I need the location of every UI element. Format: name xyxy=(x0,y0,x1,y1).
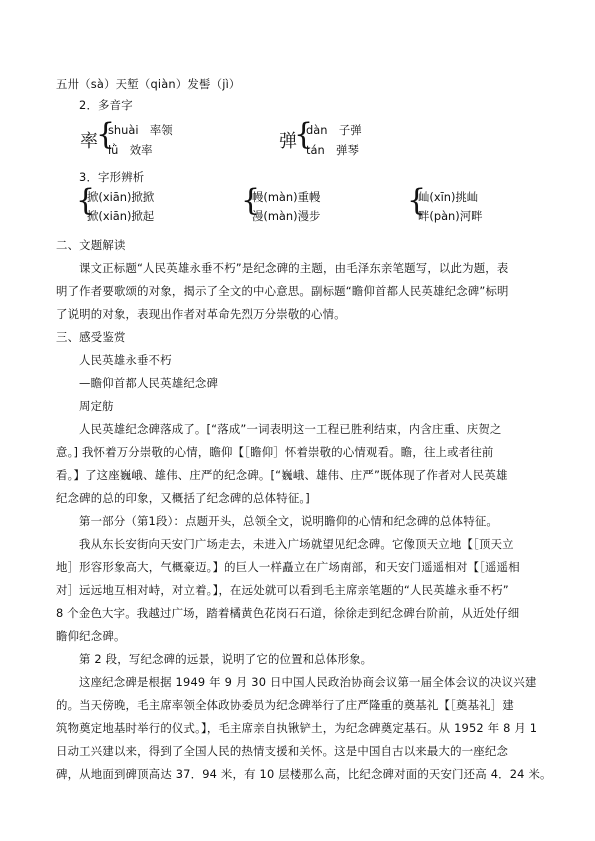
paragraph-line: 了说明的对象，表现出作者对革命先烈万分崇敬的心情。 xyxy=(56,307,346,321)
brace-icon: { xyxy=(294,117,314,152)
glyph-item-top: 幔(màn)重幔 xyxy=(252,190,321,204)
glyph-item-bottom: 掀(xiān)掀起 xyxy=(87,209,155,223)
paragraph-line: 我从东长安街向天安门广场走去，未进入广场就望见纪念碑。它像顶天立地【［顶天立 xyxy=(79,537,514,551)
paragraph-line: 看。】了这座巍峨、雄伟、庄严的纪念碑。[“巍峨、雄伟、庄严”既体现了作者对人民英雄 xyxy=(56,468,508,482)
polyphone-reading-bottom: tán 弹琴 xyxy=(306,143,359,157)
paragraph-line: 第 2 段，写纪念碑的远景，说明了它的位置和总体形象。 xyxy=(79,652,373,666)
polyphone-char: 率 xyxy=(80,131,98,152)
paragraph-line: 纪念碑的总的印象，又概括了纪念碑的总体特征。] xyxy=(56,491,310,505)
paragraph-line: 筑物奠定地基时举行的仪式。】，毛主席亲自执锹铲土，为纪念碑奠定基石。从 1952 年 8 月 1 xyxy=(56,721,538,735)
paragraph-line: 瞻仰纪念碑。 xyxy=(56,629,126,643)
paragraph-line: 对］远远地互相对峙，对立着。】，在远处就可以看到毛主席亲笔题的“人民英雄永垂不朽” xyxy=(56,583,509,597)
paragraph-line: 第一部分（第1段）：点题开头，总领全文，说明瞻仰的心情和纪念碑的总体特征。 xyxy=(79,514,499,528)
polyphone-char: 弹 xyxy=(279,131,297,152)
brace-icon: { xyxy=(96,117,116,152)
paragraph-line: 这座纪念碑是根据 1949 年 9 月 30 日中国人民政治协商会议第一届全体会议的决议兴建 xyxy=(79,675,537,689)
polyphone-reading-top: shuài 率领 xyxy=(108,123,173,137)
brace-icon: { xyxy=(241,183,261,218)
brace-icon: { xyxy=(76,183,96,218)
paragraph-line: 的。当天傍晚，毛主席率领全体政协委员为纪念碑举行了庄严隆重的奠基礼【［奠基礼］建 xyxy=(56,698,514,712)
pinyin-line: 五卅（sà）天堑（qiàn）发髻（jì） xyxy=(56,77,241,91)
paragraph-line: 日动工兴建以来，得到了全国人民的热情支援和关怀。这是中国自古以来最大的一座纪念 xyxy=(56,744,509,758)
paragraph-line: 明了作者要歌颂的对象，揭示了全文的中心意思。副标题“瞻仰首都人民英雄纪念碑”标明 xyxy=(56,284,509,298)
essay-title: 人民英雄永垂不朽 xyxy=(79,353,172,367)
paragraph-line: 课文正标题“人民英雄永垂不朽”是纪念碑的主题，由毛泽东亲笔题写，以此为题，表 xyxy=(79,261,509,275)
essay-subtitle: —瞻仰首都人民英雄纪念碑 xyxy=(79,376,219,390)
paragraph-line: 地］形容形象高大，气概豪迈。】的巨人一样矗立在广场南部，和天安门遥遥相对【［遥遥相 xyxy=(56,560,520,574)
polyphone-reading-bottom: lǜ 效率 xyxy=(108,143,153,157)
section-polyphone-heading: 2．多音字 xyxy=(79,98,133,112)
section-appreciation-heading: 三、感受鉴赏 xyxy=(56,330,126,344)
essay-author: 周定舫 xyxy=(79,399,114,413)
paragraph-line: 碑，从地面到碑顶高达 37．94 米，有 10 层楼那么高，比纪念碑对面的天安门还高 4．24 米。 xyxy=(56,767,552,781)
section-title-heading: 二、文题解读 xyxy=(56,238,126,252)
glyph-item-bottom: 漫(màn)漫步 xyxy=(252,209,321,223)
brace-icon: { xyxy=(407,183,427,218)
polyphone-reading-top: dàn 子弹 xyxy=(306,123,362,137)
paragraph-line: 8 个金色大字。我越过广场，踏着橘黄色花岗石石道，徐徐走到纪念碑台阶前，从近处仔细 xyxy=(56,606,520,620)
glyph-item-top: 掀(xiān)掀掀 xyxy=(87,190,155,204)
paragraph-line: 意。] 我怀着万分崇敬的心情，瞻仰【［瞻仰］怀着崇敬的心情观看。瞻，往上或者往前 xyxy=(56,445,494,459)
glyph-item-top: 屾(xīn)挑屾 xyxy=(418,190,479,204)
section-glyph-heading: 3．字形辨析 xyxy=(79,170,145,184)
glyph-item-bottom: 畔(pàn)河畔 xyxy=(418,209,483,223)
paragraph-line: 人民英雄纪念碑落成了。[“落成”一词表明这一工程已胜利结束，内含庄重、庆贺之 xyxy=(79,422,502,436)
